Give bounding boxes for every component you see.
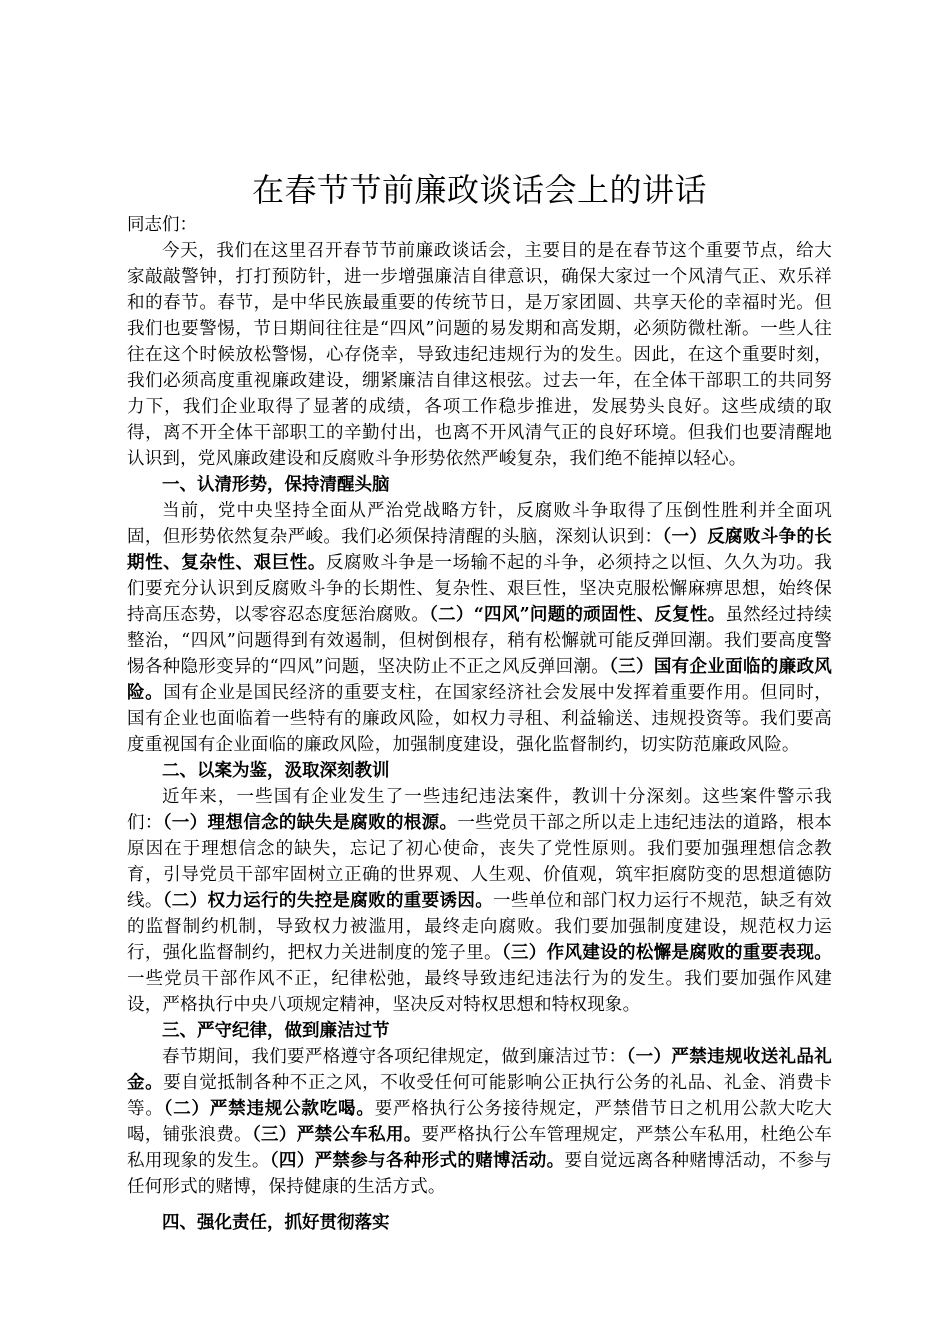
section-3-point-2: （二）严禁违规公款吃喝。 <box>163 1099 375 1119</box>
section-3-point-1: （一）严禁违规收送礼品礼金。 <box>127 1047 832 1093</box>
section-2-text-3: 一些单位和部门权力运行不规范，缺乏有效的监督制约机制，导致权力被滥用，最终走向腐败。我们要加强制度建设，规范权力运行，强化监督制约，把权力关进制度的笼子里。 <box>127 891 832 963</box>
intro-paragraph: 今天，我们在这里召开春节节前廉政谈话会，主要目的是在春节这个重要节点，给大家敲敲警钟，打打预防针，进一步增强廉洁自律意识，确保大家过一个风清气正、欢乐祥和的春节。春节，是中华民族最重要的传统节日，是万家团圆、共享天伦的幸福时光。但我们也要警惕，节日期间往往是“四风”问题的易发期和高发期，必须防微杜渐。一些人往往在这个时候放松警惕，心存侥幸，导致违纪违规行为的发生。因此，在这个重要时刻，我们必须高度重视廉政建设，绷紧廉洁自律这根弦。过去一年，在全体干部职工的共同努力下，我们企业取得了显著的成绩，各项工作稳步推进，发展势头良好。这些成绩的取得，离不开全体干部职工的辛勤付出，也离不开风清气正的良好环境。但我们也要清醒地认识到，党风廉政建设和反腐败斗争形势依然严峻复杂，我们绝不能掉以轻心。 <box>127 241 832 469</box>
section-3-text-2: 要自觉抵制各种不正之风，不收受任何可能影响公正执行公务的礼品、礼金、消费卡等。 <box>127 1073 832 1119</box>
section-1-text-1: 当前，党中央坚持全面从严治党战略方针，反腐败斗争取得了压倒性胜利并全面巩固，但形势依然复杂严峻。我们必须保持清醒的头脑，深刻认识到： <box>127 501 832 547</box>
section-3-point-4: （四）严禁参与各种形式的赌博活动。 <box>269 1151 565 1171</box>
section-3-text-1: 春节期间，我们要严格遵守各项纪律规定，做到廉洁过节： <box>162 1047 627 1067</box>
section-4-heading: 四、强化责任，抓好贯彻落实 <box>162 1213 390 1233</box>
section-2-text-4: 一些党员干部作风不正，纪律松弛，最终导致违纪违法行为的发生。我们要加强作风建设，严格执行中央八项规定精神，坚决反对特权思想和特权现象。 <box>127 969 832 1015</box>
section-3-paragraph <box>127 1044 832 1200</box>
section-1-text-2: 反腐败斗争是一场输不起的斗争，必须持之以恒、久久为功。我们要充分认识到反腐败斗争的长期性、复杂性、艰巨性，坚决克服松懈麻痹思想，始终保持高压态势，以零容忍态度惩治腐败。 <box>127 553 832 625</box>
section-2-text-1: 近年来，一些国有企业发生了一些违纪违法案件，教训十分深刻。这些案件警示我们： <box>127 787 832 833</box>
section-1-point-3: （三）国有企业面临的廉政风险。 <box>127 657 832 703</box>
section-2-point-1: （一）理想信念的缺失是腐败的根源。 <box>162 813 458 833</box>
section-1-point-2: （二）“四风”问题的顽固性、反复性。 <box>429 605 726 625</box>
section-3-text-4: 要严格执行公车管理规定，严禁公车私用，杜绝公车私用现象的发生。 <box>127 1125 833 1171</box>
section-2-paragraph <box>127 784 832 1018</box>
section-1-text-4: 国有企业是国民经济的重要支柱，在国家经济社会发展中发挥着重要作用。但同时，国有企业也面临着一些特有的廉政风险，如权力寻租、利益输送、违规投资等。我们要高度重视国有企业面临的廉政风险，加强制度建设，强化监督制约，切实防范廉政风险。 <box>127 683 832 755</box>
section-2-text-2: 一些党员干部之所以走上违纪违法的道路，根本原因在于理想信念的缺失，忘记了初心使命，丧失了党性原则。我们要加强理想信念教育，引导党员干部牢固树立正确的世界观、人生观、价值观，筑牢拒腐防变的思想道德防线。 <box>127 813 832 911</box>
section-3-heading: 三、严守纪律，做到廉洁过节 <box>162 1021 390 1041</box>
section-3-point-3: （三）严禁公车私用。 <box>251 1125 422 1145</box>
section-1-point-1: （一）反腐败斗争的长期性、复杂性、艰巨性。 <box>127 527 832 573</box>
section-1-text-3: 虽然经过持续整治，“四风”问题得到有效遏制，但树倒根存，稍有松懈就可能反弹回潮。我们要高度警惕各种隐形变异的“四风”问题，坚决防止不正之风反弹回潮。 <box>127 605 833 677</box>
section-2-point-3: （三）作风建设的松懈是腐败的重要表现。 <box>501 943 832 963</box>
section-1-paragraph <box>127 498 832 758</box>
section-2-heading: 二、以案为鉴，汲取深刻教训 <box>162 761 390 781</box>
salutation: 同志们： <box>127 215 197 235</box>
document-title: 在春节节前廉政谈话会上的讲话 <box>251 171 707 209</box>
document-page <box>127 168 832 1236</box>
section-1-heading: 一、认清形势，保持清醒头脑 <box>162 475 390 495</box>
section-2-point-2: （二）权力运行的失控是腐败的重要诱因。 <box>162 891 494 911</box>
section-3-text-5: 要自觉远离各种赌博活动，不参与任何形式的赌博，保持健康的生活方式。 <box>127 1151 832 1197</box>
section-3-text-3: 要严格执行公务接待规定，严禁借节日之机用公款大吃大喝，铺张浪费。 <box>127 1099 833 1145</box>
